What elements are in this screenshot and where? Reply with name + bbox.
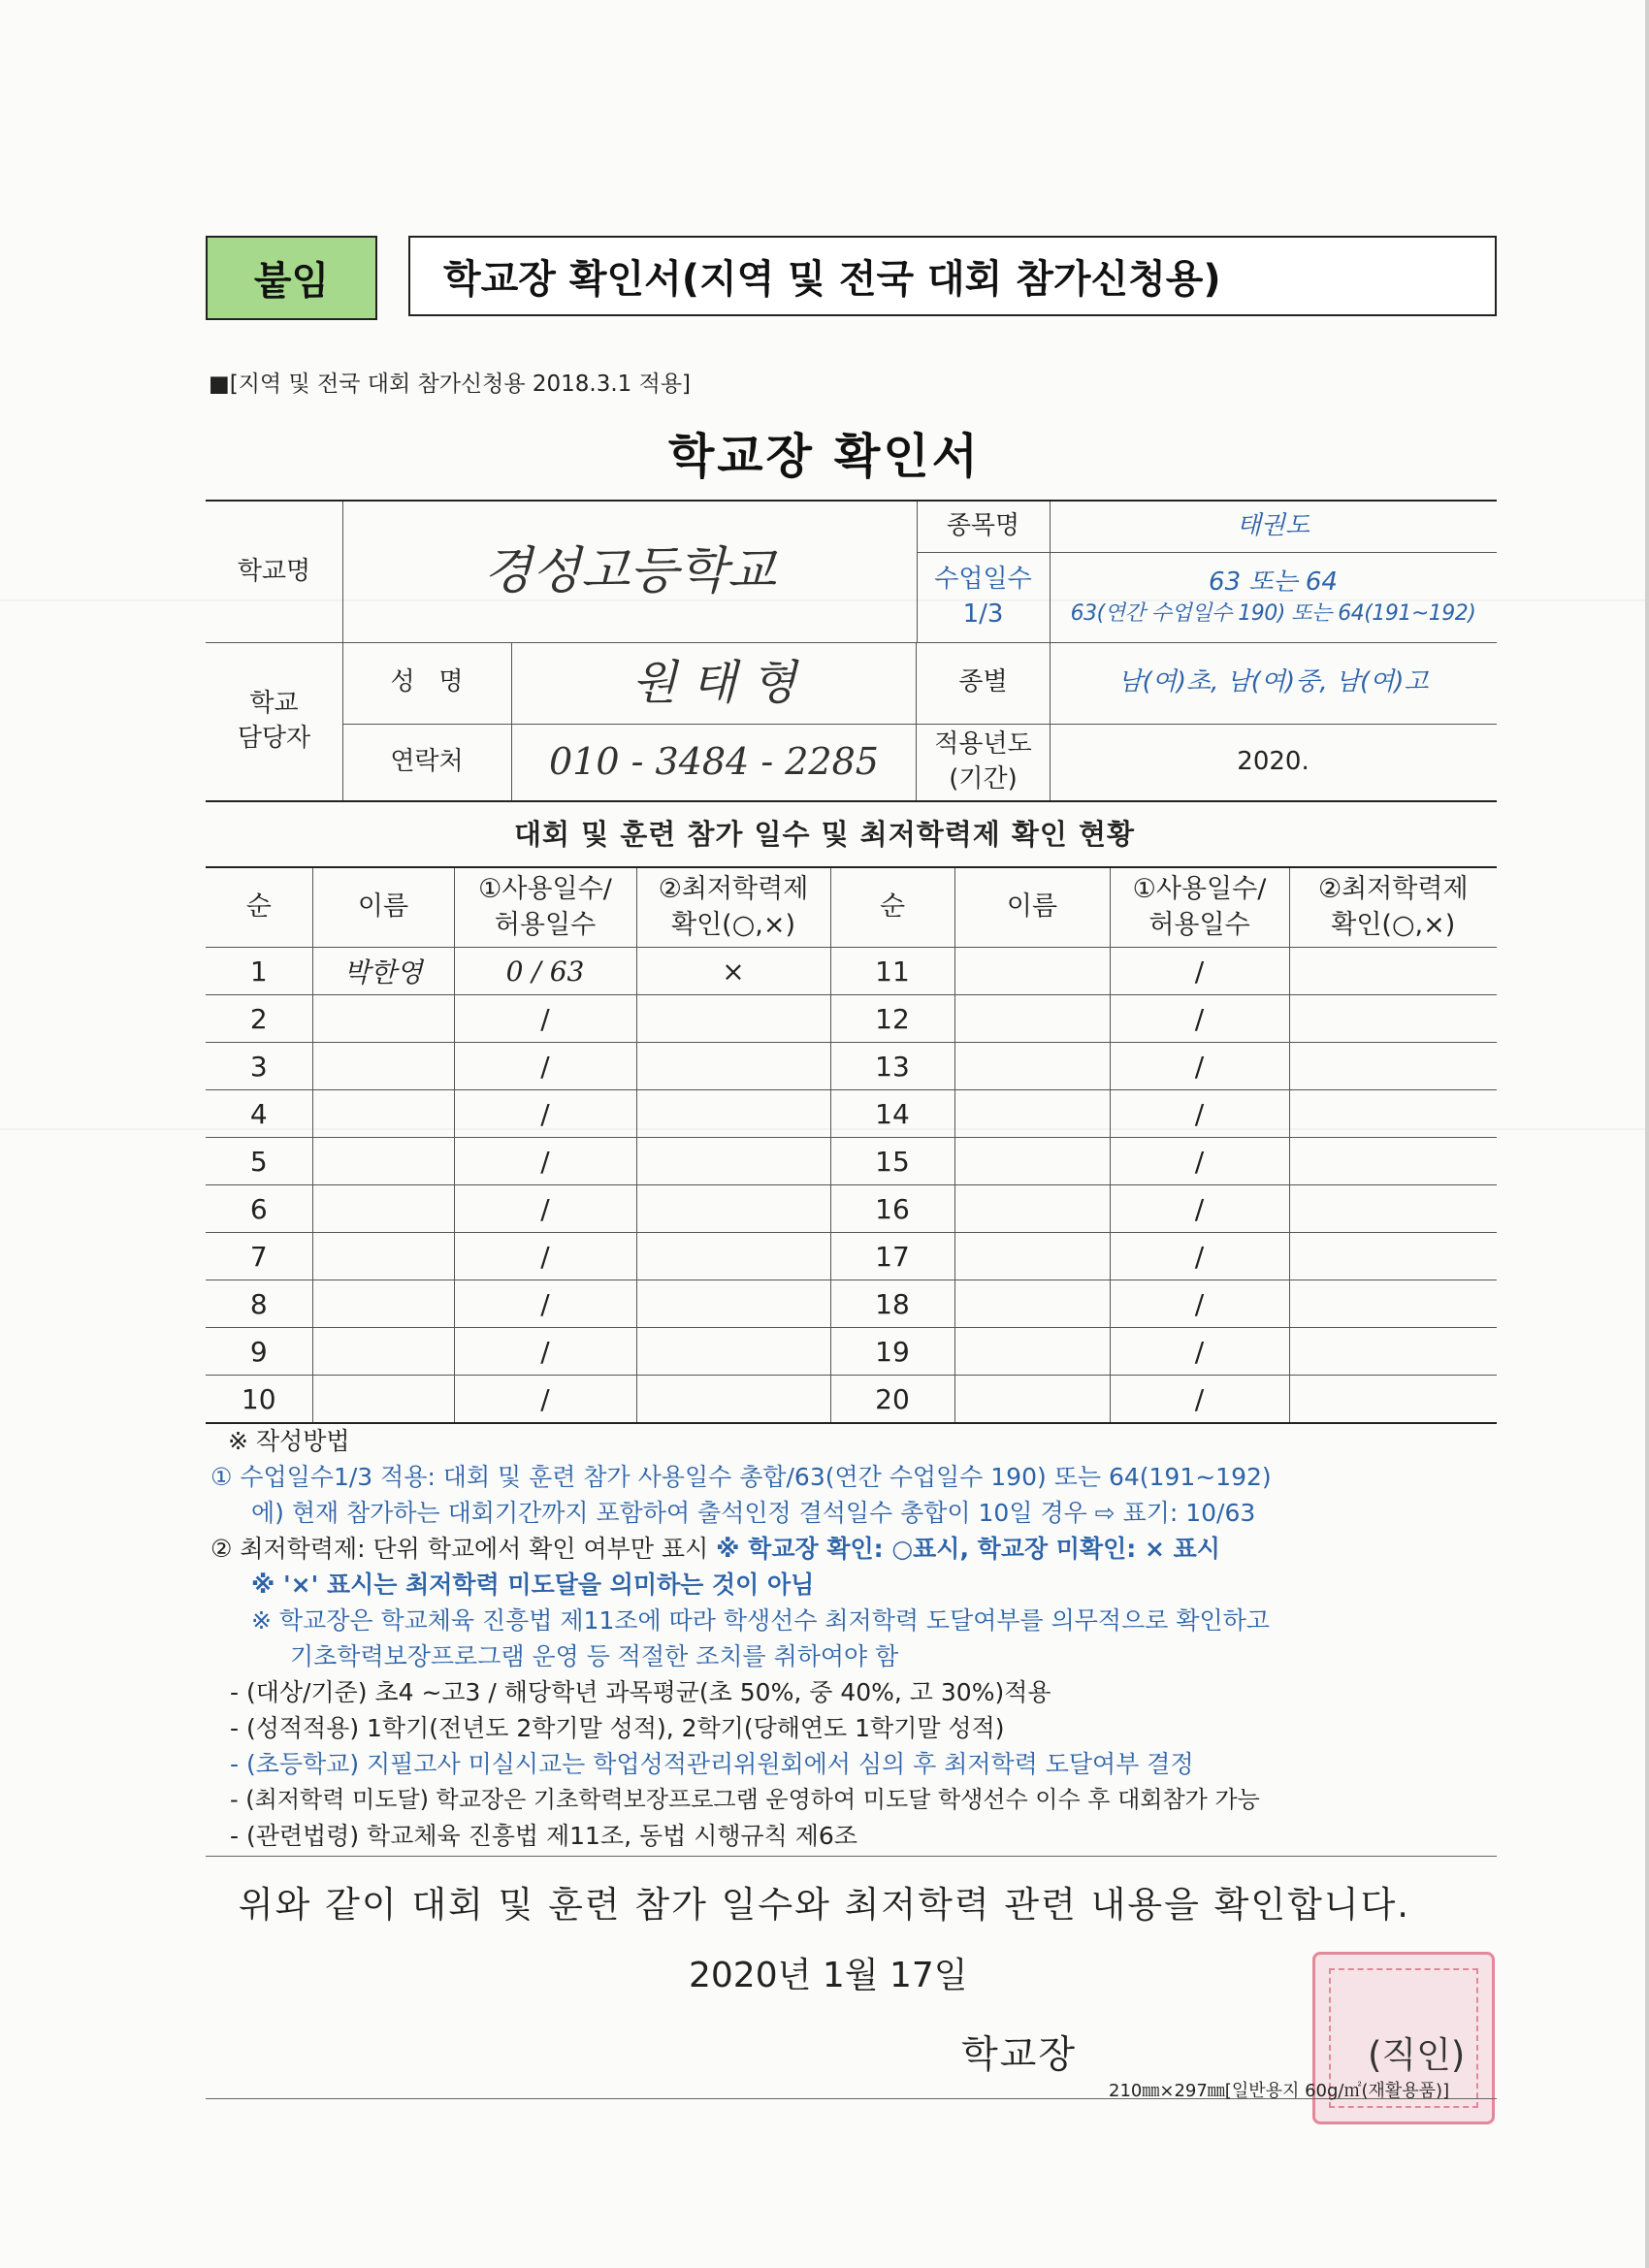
row-check: × [636, 948, 830, 995]
sport-value: 태권도 [1236, 511, 1310, 541]
seal-label: (직인) [1368, 2034, 1466, 2076]
row-number: 2 [206, 995, 312, 1043]
school-name-label: 학교명 [237, 556, 311, 586]
row-name [312, 1328, 454, 1376]
col-days-line1: ①사용일수/ [478, 874, 612, 905]
principal-label: 학교장 [961, 2033, 1078, 2077]
instruction-2-note: ※ 학교장 확인: ○표시, 학교장 미확인: × 표시 [716, 1535, 1220, 1563]
instruction-7: - (초등학교) 지필고사 미실시교는 학업성적관리위원회에서 심의 후 최저학력 도달여부 결정 [230, 1750, 1194, 1778]
row-days-right: / [1110, 1043, 1289, 1090]
row-number-right: 15 [830, 1138, 954, 1185]
row-days-right: / [1110, 1233, 1289, 1280]
row-check [636, 1043, 830, 1090]
table-row [206, 1043, 1497, 1090]
row-name-right [954, 1138, 1110, 1185]
row-days: / [454, 995, 636, 1043]
year-label-line2: (기간) [949, 763, 1018, 794]
contact-value: 010 - 3484 - 2285 [549, 739, 879, 783]
instruction-9: - (관련법령) 학교체육 진흥법 제11조, 동법 시행규칙 제6조 [230, 1822, 857, 1850]
attachment-tag: 붙임 [206, 236, 377, 320]
divider-top [206, 1856, 1497, 1857]
row-days: / [454, 1090, 636, 1138]
row-days: / [454, 1043, 636, 1090]
roster-table [206, 866, 1497, 1424]
row-name [312, 1090, 454, 1138]
roster-body [206, 948, 1497, 1424]
instruction-3: ※ '×' 표시는 최저학력 미도달을 의미하는 것이 아님 [251, 1571, 815, 1599]
row-name [312, 1138, 454, 1185]
col-no: 순 [206, 867, 312, 948]
school-days-label-line2: 1/3 [962, 599, 1004, 629]
instruction-4b: 기초학력보장프로그램 운영 등 적절한 조치를 취하여야 함 [290, 1642, 899, 1670]
row-number: 7 [206, 1233, 312, 1280]
row-number: 10 [206, 1376, 312, 1424]
row-name: 박한영 [312, 948, 454, 995]
row-check [636, 1376, 830, 1424]
header [206, 236, 1499, 320]
col-name: 이름 [312, 867, 454, 948]
row-days-right: / [1110, 948, 1289, 995]
school-days-value-main: 63 또는 64 [1209, 567, 1338, 598]
row-name-right [954, 1185, 1110, 1233]
row-check-right [1289, 1090, 1497, 1138]
row-check-right [1289, 995, 1497, 1043]
row-number-right: 19 [830, 1328, 954, 1376]
manager-label [206, 642, 342, 800]
roster-header-row [206, 867, 1497, 948]
col-check-right [1289, 867, 1497, 948]
row-name-right [954, 1328, 1110, 1376]
row-check-right [1289, 1328, 1497, 1376]
row-days: / [454, 1280, 636, 1328]
table-row [206, 1328, 1497, 1376]
school-days-value [1050, 552, 1497, 642]
row-name-right [954, 1043, 1110, 1090]
row-days: 0 / 63 [454, 948, 636, 995]
school-days-value-detail: 63(연간 수업일수 190) 또는 64(191~192) [1070, 601, 1476, 627]
col-days-line2: 허용일수 [494, 909, 597, 940]
row-number-right: 17 [830, 1233, 954, 1280]
row-days: / [454, 1185, 636, 1233]
row-number-right: 20 [830, 1376, 954, 1424]
school-days-label [917, 552, 1050, 642]
row-name-right [954, 995, 1110, 1043]
year-label-line1: 적용년도 [934, 729, 1032, 760]
notice: ■[지역 및 전국 대회 참가신청용 2018.3.1 적용] [209, 372, 692, 397]
row-check [636, 1280, 830, 1328]
row-name-right [954, 1280, 1110, 1328]
row-number: 3 [206, 1043, 312, 1090]
manager-label-line1: 학교 [249, 689, 299, 719]
instruction-5: - (대상/기준) 초4 ~고3 / 해당학년 과목평균(초 50%, 중 40%, 고 30%)적용 [230, 1678, 1051, 1706]
table-row [206, 1280, 1497, 1328]
row-name [312, 1376, 454, 1424]
table-row [206, 1090, 1497, 1138]
row-number-right: 14 [830, 1090, 954, 1138]
row-number-right: 12 [830, 995, 954, 1043]
year-label [917, 724, 1050, 800]
row-name [312, 995, 454, 1043]
col-check [636, 867, 830, 948]
row-name [312, 1233, 454, 1280]
school-name-value: 경성고등학교 [483, 542, 776, 601]
row-days: / [454, 1138, 636, 1185]
row-days: / [454, 1233, 636, 1280]
category-label: 종별 [958, 667, 1008, 697]
instruction-1b: 에) 현재 참가하는 대회기간까지 포함하여 출석인정 결석일수 총합이 10일 경우 ⇨ 표기: 10/63 [251, 1499, 1256, 1527]
section-title: 대회 및 훈련 참가 일수 및 최저학력제 확인 현황 [513, 818, 1136, 851]
instruction-1a: ① 수업일수1/3 적용: 대회 및 훈련 참가 사용일수 총합/63(연간 수업일수 190) 또는 64(191~192) [210, 1463, 1272, 1491]
row-days: / [454, 1328, 636, 1376]
instruction-2 [210, 1531, 1501, 1567]
manager-label-line2: 담당자 [237, 723, 311, 753]
confirmation-statement: 위와 같이 대회 및 훈련 참가 일수와 최저학력 관련 내용을 확인합니다. [238, 1884, 1411, 1926]
manager-name-value: 원 태 형 [631, 655, 796, 710]
row-days-right: / [1110, 1328, 1289, 1376]
row-days-right: / [1110, 1280, 1289, 1328]
table-row [206, 1233, 1497, 1280]
row-number-right: 13 [830, 1043, 954, 1090]
instructions-heading: ※ 작성방법 [228, 1427, 350, 1455]
table-row [206, 1138, 1497, 1185]
row-days-right: / [1110, 995, 1289, 1043]
col-check-right-line1: ②최저학력제 [1317, 874, 1469, 905]
row-number-right: 16 [830, 1185, 954, 1233]
row-check [636, 1328, 830, 1376]
row-check-right [1289, 1376, 1497, 1424]
row-name [312, 1043, 454, 1090]
row-days: / [454, 1376, 636, 1424]
row-name [312, 1185, 454, 1233]
table-row [206, 995, 1497, 1043]
sport-label: 종목명 [946, 511, 1020, 541]
row-days-right: / [1110, 1138, 1289, 1185]
row-days-right: / [1110, 1090, 1289, 1138]
row-number: 5 [206, 1138, 312, 1185]
instruction-4a: ※ 학교장은 학교체육 진흥법 제11조에 따라 학생선수 최저학력 도달여부를 의무적으로 확인하고 [251, 1606, 1270, 1635]
row-number: 4 [206, 1090, 312, 1138]
school-days-label-line1: 수업일수 [934, 565, 1032, 595]
manager-name-label: 성 명 [390, 667, 464, 697]
page-title: 학교장 확인서 [667, 429, 982, 484]
row-check [636, 1185, 830, 1233]
col-days [454, 867, 636, 948]
row-name-right [954, 1376, 1110, 1424]
row-name-right [954, 948, 1110, 995]
row-number: 8 [206, 1280, 312, 1328]
col-check-line1: ②최저학력제 [658, 874, 809, 905]
row-check-right [1289, 1043, 1497, 1090]
scan-edge [1645, 0, 1649, 2268]
table-row [206, 1376, 1497, 1424]
row-number-right: 18 [830, 1280, 954, 1328]
row-name-right [954, 1233, 1110, 1280]
row-check-right [1289, 1138, 1497, 1185]
instruction-2-main: ② 최저학력제: 단위 학교에서 확인 여부만 표시 [210, 1535, 717, 1563]
row-number: 6 [206, 1185, 312, 1233]
table-row [206, 1185, 1497, 1233]
instruction-8: - (최저학력 미도달) 학교장은 기초학력보장프로그램 운영하여 미도달 학생선수 이수 후 대회참가 가능 [230, 1786, 1260, 1813]
col-no-right: 순 [830, 867, 954, 948]
row-name-right [954, 1090, 1110, 1138]
row-days-right: / [1110, 1185, 1289, 1233]
table-row [206, 948, 1497, 995]
instruction-6: - (성적적용) 1학기(전년도 2학기말 성적), 2학기(당해연도 1학기말 성적) [230, 1714, 1005, 1742]
row-number: 9 [206, 1328, 312, 1376]
col-days-right-line2: 허용일수 [1148, 909, 1250, 940]
col-check-line2: 확인(○,×) [671, 909, 795, 940]
col-name-right: 이름 [954, 867, 1110, 948]
form-title: 학교장 확인서(지역 및 전국 대회 참가신청용) [408, 236, 1497, 316]
info-table [206, 500, 1497, 802]
contact-label: 연락처 [390, 746, 464, 776]
row-check [636, 1090, 830, 1138]
row-number: 1 [206, 948, 312, 995]
row-check-right [1289, 1280, 1497, 1328]
col-days-right [1110, 867, 1289, 948]
row-check-right [1289, 1233, 1497, 1280]
row-number-right: 11 [830, 948, 954, 995]
category-value: 남(여)초, 남(여)중, 남(여)고 [1117, 667, 1429, 697]
signed-date: 2020년 1월 17일 [689, 1956, 968, 1995]
row-check [636, 1233, 830, 1280]
row-days-right: / [1110, 1376, 1289, 1424]
row-check-right [1289, 948, 1497, 995]
row-check [636, 995, 830, 1043]
row-name [312, 1280, 454, 1328]
year-value: 2020. [1237, 746, 1310, 776]
row-check-right [1289, 1185, 1497, 1233]
col-days-right-line1: ①사용일수/ [1132, 874, 1267, 905]
row-check [636, 1138, 830, 1185]
instructions [210, 1423, 1501, 1854]
col-check-right-line2: 확인(○,×) [1331, 909, 1456, 940]
paper-spec: 210㎜×297㎜[일반용지 60g/㎡(재활용품)] [1109, 2081, 1450, 2101]
